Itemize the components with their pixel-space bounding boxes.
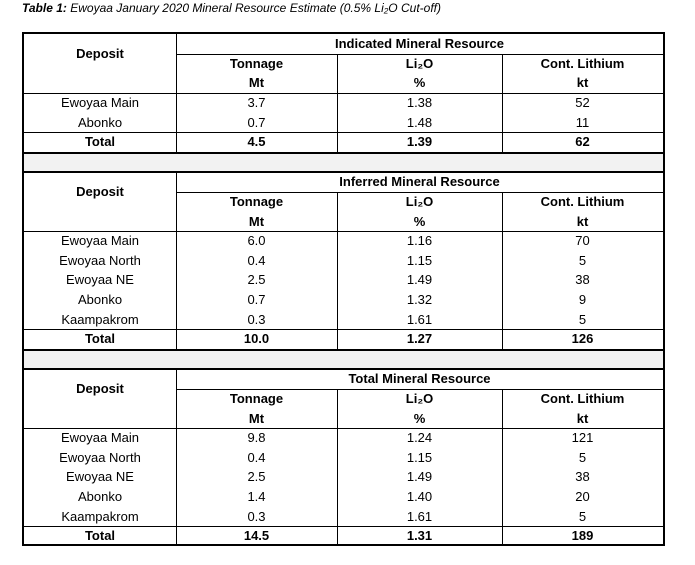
unit-lithium: kt [576, 75, 589, 91]
column-divider [337, 54, 338, 152]
total-row [24, 526, 663, 546]
unit-lithium: kt [576, 410, 589, 426]
cell-tonnage: 3.7 [247, 95, 266, 111]
cell-lithium: 70 [575, 233, 590, 249]
total-label: Total [84, 134, 116, 150]
column-divider [176, 369, 177, 545]
header-grade: Li₂O [405, 55, 434, 71]
cell-lithium: 38 [575, 469, 590, 485]
total-grade: 1.31 [406, 528, 433, 544]
unit-lithium: kt [576, 213, 589, 229]
cell-tonnage: 0.3 [247, 508, 266, 524]
table-row [24, 251, 663, 271]
cell-deposit: Abonko [77, 292, 123, 308]
table-row [24, 506, 663, 526]
total-lithium: 189 [571, 528, 594, 544]
unit-grade: % [413, 213, 426, 229]
column-header-labels [24, 54, 663, 74]
column-header-labels [24, 192, 663, 212]
cell-grade: 1.49 [406, 272, 433, 288]
column-divider [176, 172, 177, 348]
cell-lithium: 11 [575, 114, 590, 130]
total-label: Total [84, 331, 116, 347]
column-header-labels [24, 389, 663, 409]
cell-deposit: Abonko [77, 114, 123, 130]
section-spacer [24, 154, 663, 172]
total-tonnage: 10.0 [243, 331, 270, 347]
cell-grade: 1.15 [406, 449, 433, 465]
header-tonnage: Tonnage [229, 194, 284, 210]
table-row [24, 231, 663, 251]
table-row [24, 270, 663, 290]
section-title: Total Mineral Resource [348, 371, 491, 387]
column-unit-row [24, 211, 663, 231]
column-divider [502, 389, 503, 546]
cell-lithium: 38 [575, 272, 590, 288]
column-unit-row [24, 73, 663, 93]
unit-tonnage: Mt [248, 75, 265, 91]
total-row [24, 132, 663, 152]
cell-tonnage: 0.7 [247, 292, 266, 308]
cell-deposit: Ewoyaa NE [66, 469, 134, 485]
table-caption [22, 1, 441, 15]
cell-tonnage: 2.5 [247, 469, 266, 485]
unit-tonnage: Mt [248, 410, 265, 426]
resource-table [22, 32, 665, 546]
cell-grade: 1.49 [406, 469, 433, 485]
cell-lithium: 9 [578, 292, 587, 308]
section-title: Indicated Mineral Resource [334, 36, 505, 52]
cell-grade: 1.61 [406, 508, 433, 524]
caption-text: Ewoyaa January 2020 Mineral Resource Estimate (0.5% Li₂O Cut-off) [66, 1, 441, 15]
cell-lithium: 5 [578, 508, 587, 524]
column-divider [337, 192, 338, 349]
table-row [24, 487, 663, 507]
header-deposit: Deposit [76, 46, 124, 62]
header-lithium: Cont. Lithium [540, 391, 625, 407]
header-grade: Li₂O [405, 391, 434, 407]
cell-deposit: Ewoyaa NE [66, 272, 134, 288]
total-label: Total [84, 528, 116, 544]
cell-deposit: Ewoyaa Main [60, 95, 140, 111]
table-row [24, 290, 663, 310]
cell-grade: 1.48 [406, 114, 433, 130]
cell-tonnage: 0.3 [247, 311, 266, 327]
cell-grade: 1.16 [406, 233, 433, 249]
cell-lithium: 5 [578, 311, 587, 327]
cell-lithium: 5 [578, 449, 587, 465]
cell-deposit: Ewoyaa North [59, 252, 141, 268]
cell-grade: 1.61 [406, 311, 433, 327]
total-row [24, 329, 663, 349]
header-deposit: Deposit [76, 381, 124, 397]
total-tonnage: 14.5 [243, 528, 270, 544]
total-lithium: 62 [575, 134, 590, 150]
cell-deposit: Ewoyaa Main [60, 233, 140, 249]
header-lithium: Cont. Lithium [540, 55, 625, 71]
cell-grade: 1.24 [406, 430, 433, 446]
column-divider [502, 54, 503, 152]
cell-deposit: Ewoyaa North [59, 449, 141, 465]
header-deposit: Deposit [76, 184, 124, 200]
column-divider [502, 192, 503, 349]
cell-deposit: Ewoyaa Main [60, 430, 140, 446]
cell-lithium: 20 [575, 489, 590, 505]
table-row [24, 428, 663, 448]
cell-lithium: 52 [575, 95, 590, 111]
header-tonnage: Tonnage [229, 391, 284, 407]
table-row [24, 309, 663, 329]
section-title: Inferred Mineral Resource [339, 174, 500, 190]
total-tonnage: 4.5 [247, 134, 266, 150]
cell-tonnage: 2.5 [247, 272, 266, 288]
table-row [24, 448, 663, 468]
unit-grade: % [413, 75, 426, 91]
cell-grade: 1.15 [406, 252, 433, 268]
unit-tonnage: Mt [248, 213, 265, 229]
cell-tonnage: 1.4 [247, 489, 266, 505]
total-lithium: 126 [571, 331, 594, 347]
cell-tonnage: 6.0 [247, 233, 266, 249]
section-spacer [24, 351, 663, 369]
total-grade: 1.27 [406, 331, 433, 347]
cell-grade: 1.38 [406, 95, 433, 111]
table-row [24, 93, 663, 113]
table-row [24, 112, 663, 132]
caption-label: Table 1: [22, 1, 67, 15]
cell-grade: 1.40 [406, 489, 433, 505]
header-lithium: Cont. Lithium [540, 194, 625, 210]
column-divider [176, 34, 177, 152]
cell-deposit: Kaampakrom [61, 311, 139, 327]
cell-deposit: Abonko [77, 489, 123, 505]
cell-grade: 1.32 [406, 292, 433, 308]
cell-tonnage: 0.4 [247, 252, 266, 268]
table-row [24, 467, 663, 487]
cell-deposit: Kaampakrom [61, 508, 139, 524]
column-divider [337, 389, 338, 546]
column-unit-row [24, 408, 663, 428]
cell-lithium: 121 [571, 430, 594, 446]
cell-tonnage: 9.8 [247, 430, 266, 446]
unit-grade: % [413, 410, 426, 426]
cell-tonnage: 0.7 [247, 114, 266, 130]
cell-tonnage: 0.4 [247, 449, 266, 465]
cell-lithium: 5 [578, 252, 587, 268]
header-tonnage: Tonnage [229, 55, 284, 71]
total-grade: 1.39 [406, 134, 433, 150]
header-grade: Li₂O [405, 194, 434, 210]
